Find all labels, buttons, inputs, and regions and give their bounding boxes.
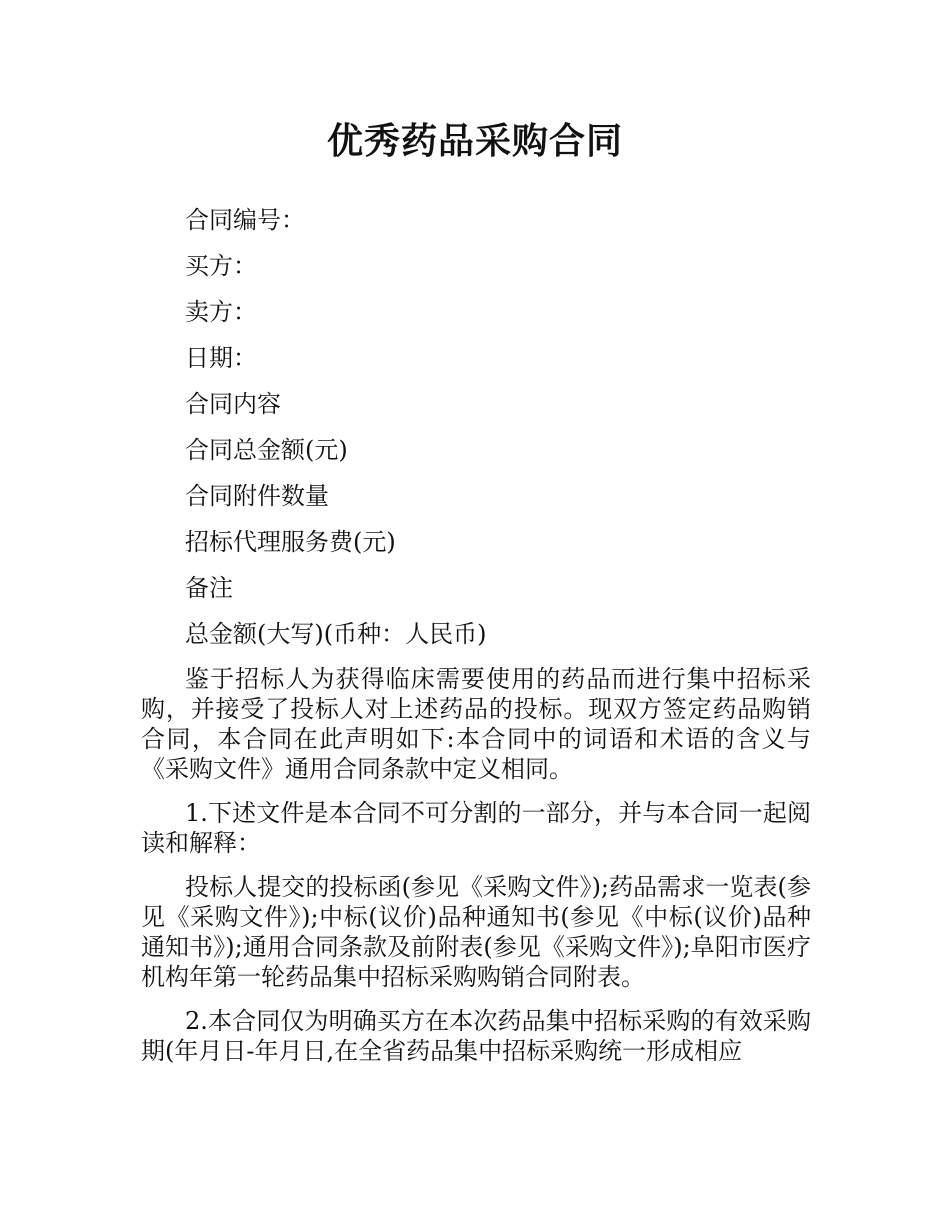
field-contract-number: 合同编号： [185,206,305,234]
field-buyer: 买方： [185,252,257,280]
field-total-amount-capital: 总金额(大写)(币种：人民币) [185,620,487,648]
document-body [141,664,811,1080]
field-date: 日期： [185,344,257,372]
field-contract-content: 合同内容 [185,390,281,418]
field-remarks: 备注 [185,574,233,602]
paragraph-preamble: 鉴于招标人为获得临床需要使用的药品而进行集中招标采购，并接受了投标人对上述药品的投标。现双方签定药品购销合同，本合同在此声明如下:本合同中的词语和术语的含义与《采购文件》通用合同条款中定义相同。 [141,665,811,783]
field-agency-fee: 招标代理服务费(元) [185,528,396,556]
document-title: 优秀药品采购合同 [326,121,623,162]
paragraph-clause-1: 1.下述文件是本合同不可分割的一部分，并与本合同一起阅读和解释： [141,799,811,857]
paragraph-clause-2: 2.本合同仅为明确买方在本次药品集中招标采购的有效采购期(年月日-年月日,在全省药品集中招标采购统一形成相应 [141,1007,811,1065]
paragraph-documents-list: 投标人提交的投标函(参见《采购文件》);药品需求一览表(参见《采购文件》);中标(议价)品种通知书(参见《中标(议价)品种通知书》);通用合同条款及前附表(参见《采购文件》);阜阳市医疗机构年第一轮药品集中招标采购购销合同附表。 [141,873,811,991]
contract-field-list [185,200,825,660]
field-attachment-count: 合同附件数量 [185,482,329,510]
field-total-amount: 合同总金额(元) [185,436,348,464]
field-seller: 卖方： [185,298,257,326]
